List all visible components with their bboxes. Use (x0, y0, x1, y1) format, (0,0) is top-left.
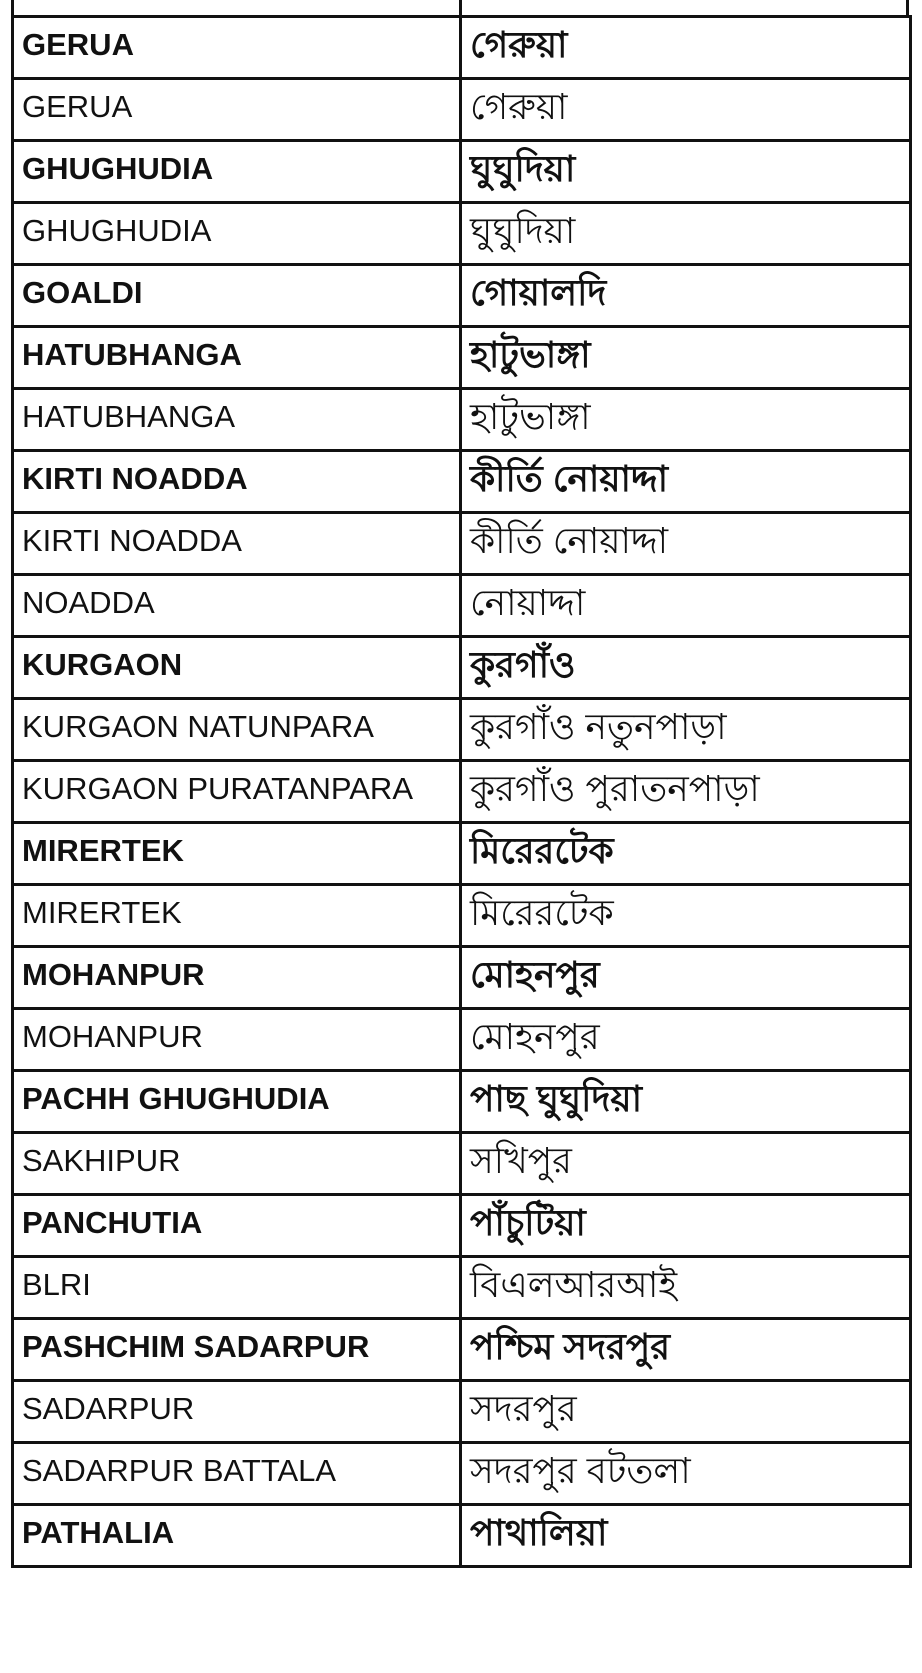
table-row (13, 79, 911, 141)
english-name-cell: HATUBHANGA (13, 389, 461, 451)
table-row (13, 513, 911, 575)
english-name-cell: KURGAON NATUNPARA (13, 699, 461, 761)
table-row-heading (13, 1071, 911, 1133)
table-row-heading (13, 327, 911, 389)
english-name-cell: GERUA (13, 79, 461, 141)
english-name-cell: SADARPUR BATTALA (13, 1443, 461, 1505)
table-row-heading (13, 1195, 911, 1257)
bengali-name-cell: পশ্চিম সদরপুর (461, 1319, 911, 1381)
english-name-cell: GOALDI (13, 265, 461, 327)
english-name-cell: NOADDA (13, 575, 461, 637)
english-name-cell: SAKHIPUR (13, 1133, 461, 1195)
bengali-name-cell: মিরেরটেক (461, 823, 911, 885)
bengali-name-cell: বিএলআরআই (461, 1257, 911, 1319)
english-name-cell: MOHANPUR (13, 1009, 461, 1071)
table-row-heading (13, 823, 911, 885)
bengali-name-cell: কীর্তি নোয়াদ্দা (461, 451, 911, 513)
english-name-cell: GERUA (13, 17, 461, 79)
table-row (13, 699, 911, 761)
place-name-table-body (13, 17, 911, 1567)
english-name-cell: HATUBHANGA (13, 327, 461, 389)
table-row-heading (13, 265, 911, 327)
place-name-table (11, 15, 912, 1568)
table-row (13, 1381, 911, 1443)
bengali-name-cell: মোহনপুর (461, 1009, 911, 1071)
bengali-name-cell: কীর্তি নোয়াদ্দা (461, 513, 911, 575)
bengali-name-cell: গেরুয়া (461, 17, 911, 79)
bengali-name-cell: গেরুয়া (461, 79, 911, 141)
table-row (13, 885, 911, 947)
table-row (13, 1257, 911, 1319)
bengali-name-cell: মিরেরটেক (461, 885, 911, 947)
table-row-heading (13, 1505, 911, 1567)
bengali-name-cell: হাটুভাঙ্গা (461, 389, 911, 451)
english-name-cell: BLRI (13, 1257, 461, 1319)
table-row-heading (13, 637, 911, 699)
table-border-top-right (906, 0, 909, 16)
bengali-name-cell: কুরগাঁও নতুনপাড়া (461, 699, 911, 761)
bengali-name-cell: কুরগাঁও (461, 637, 911, 699)
table-row (13, 1133, 911, 1195)
table-row (13, 575, 911, 637)
english-name-cell: KURGAON PURATANPARA (13, 761, 461, 823)
english-name-cell: PASHCHIM SADARPUR (13, 1319, 461, 1381)
bengali-name-cell: গোয়ালদি (461, 265, 911, 327)
bengali-name-cell: পাথালিয়া (461, 1505, 911, 1567)
english-name-cell: PACHH GHUGHUDIA (13, 1071, 461, 1133)
english-name-cell: KIRTI NOADDA (13, 451, 461, 513)
bengali-name-cell: নোয়াদ্দা (461, 575, 911, 637)
english-name-cell: MIRERTEK (13, 823, 461, 885)
bengali-name-cell: পাছ ঘুঘুদিয়া (461, 1071, 911, 1133)
table-row (13, 761, 911, 823)
table-row (13, 203, 911, 265)
bengali-name-cell: মোহনপুর (461, 947, 911, 1009)
english-name-cell: PATHALIA (13, 1505, 461, 1567)
bengali-name-cell: কুরগাঁও পুরাতনপাড়া (461, 761, 911, 823)
english-name-cell: MOHANPUR (13, 947, 461, 1009)
table-row (13, 1443, 911, 1505)
table-border-top-left (11, 0, 14, 16)
bengali-name-cell: সদরপুর (461, 1381, 911, 1443)
table-border-top-mid (459, 0, 462, 16)
english-name-cell: SADARPUR (13, 1381, 461, 1443)
table-row-heading (13, 1319, 911, 1381)
english-name-cell: GHUGHUDIA (13, 203, 461, 265)
bengali-name-cell: ঘুঘুদিয়া (461, 203, 911, 265)
table-row (13, 1009, 911, 1071)
table-row-heading (13, 451, 911, 513)
table-row-heading (13, 947, 911, 1009)
table-row-heading (13, 141, 911, 203)
english-name-cell: PANCHUTIA (13, 1195, 461, 1257)
english-name-cell: GHUGHUDIA (13, 141, 461, 203)
english-name-cell: KIRTI NOADDA (13, 513, 461, 575)
bengali-name-cell: ঘুঘুদিয়া (461, 141, 911, 203)
bengali-name-cell: হাটুভাঙ্গা (461, 327, 911, 389)
english-name-cell: KURGAON (13, 637, 461, 699)
bengali-name-cell: সদরপুর বটতলা (461, 1443, 911, 1505)
bengali-name-cell: সখিপুর (461, 1133, 911, 1195)
table-row (13, 389, 911, 451)
english-name-cell: MIRERTEK (13, 885, 461, 947)
bengali-name-cell: পাঁচুটিয়া (461, 1195, 911, 1257)
table-row-heading (13, 17, 911, 79)
